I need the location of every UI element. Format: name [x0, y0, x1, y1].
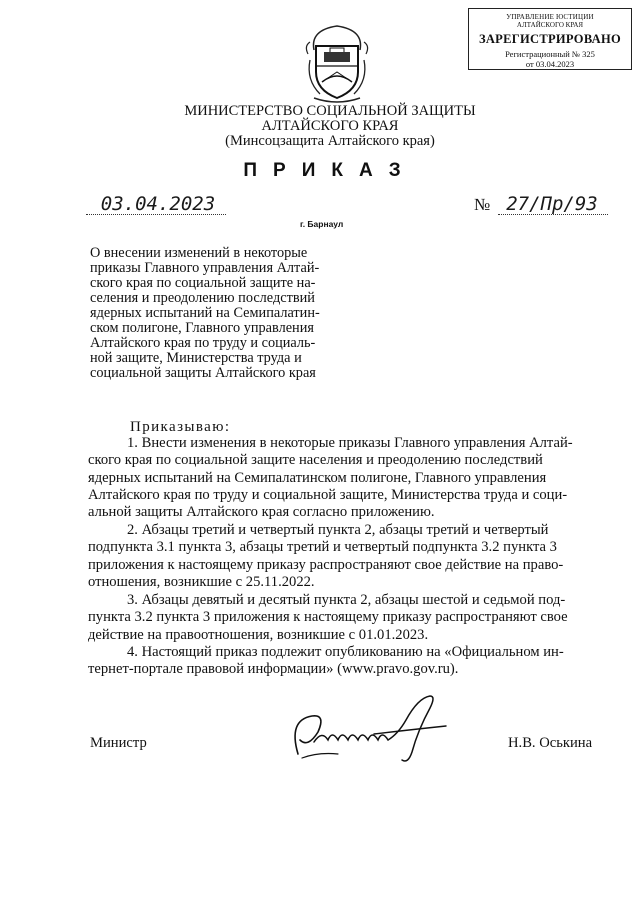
stamp-authority-line-1: УПРАВЛЕНИЕ ЮСТИЦИИ	[506, 13, 594, 21]
paragraph-line: действие на правоотношения, возникшие с 01.01.2023.	[88, 626, 429, 643]
document-type-title: ПРИКАЗ	[243, 160, 417, 181]
coat-of-arms-icon	[300, 20, 374, 104]
subject-line: О внесении изменений в некоторые	[90, 245, 308, 261]
order-word: Приказываю:	[130, 419, 231, 435]
subject-line: ядерных испытаний на Семипалатин-	[90, 305, 320, 321]
subject-line: приказы Главного управления Алтай-	[90, 260, 320, 276]
paragraph-line: 3. Абзацы девятый и десятый пункта 2, абзацы шестой и седьмой под-	[127, 592, 566, 608]
document-number: 27/Пр/93	[506, 193, 598, 215]
subject-line: социальной защиты Алтайского края	[90, 365, 316, 381]
city-name: г. Барнаул	[300, 219, 344, 229]
number-underline	[498, 214, 608, 215]
signatory-title: Министр	[90, 735, 147, 751]
stamp-reg-number: Регистрационный № 325	[505, 49, 595, 59]
paragraph-2	[88, 522, 598, 591]
ministry-name-line-1: МИНИСТЕРСТВО СОЦИАЛЬНОЙ ЗАЩИТЫ	[184, 103, 476, 119]
paragraph-line: подпункта 3.1 пункта 3, абзацы третий и четвертый подпункта 3.2 пункта 3	[88, 539, 557, 556]
paragraph-4	[88, 644, 598, 679]
paragraph-line: Алтайского края по труду и социальной защите, Министерства труда и соци-	[88, 486, 568, 503]
paragraph-line: отношения, возникшие с 25.11.2022.	[88, 573, 315, 590]
document-subject	[90, 246, 338, 381]
number-sign: №	[474, 195, 491, 214]
paragraph-line: 1. Внести изменения в некоторые приказы Главного управления Алтай-	[127, 435, 573, 451]
paragraph-line: альной защиты Алтайского края согласно приложению.	[88, 504, 435, 521]
document-date: 03.04.2023	[100, 193, 216, 215]
paragraph-line: ядерных испытаний на Семипалатинском полигоне, Главного управления	[88, 469, 547, 486]
paragraph-line: 4. Настоящий приказ подлежит опубликованию на «Официальном ин-	[127, 644, 564, 660]
signatory-name: Н.В. Оськина	[508, 735, 593, 751]
paragraph-3	[88, 592, 598, 644]
ministry-short-name: (Минсоцзащита Алтайского края)	[225, 133, 435, 149]
date-underline	[86, 214, 226, 215]
handwritten-signature-icon	[278, 690, 458, 770]
ministry-name-line-2: АЛТАЙСКОГО КРАЯ	[261, 118, 399, 134]
paragraph-1	[88, 435, 598, 521]
paragraph-line: 2. Абзацы третий и четвертый пункта 2, абзацы третий и четвертый	[127, 522, 549, 538]
subject-line: ском полигоне, Главного управления	[90, 320, 314, 336]
stamp-reg-date: от 03.04.2023	[525, 59, 575, 69]
paragraph-line: приложения к настоящему приказу распространяют свое действие на право-	[88, 556, 564, 573]
ministry-header	[120, 104, 540, 149]
stamp-status: ЗАРЕГИСТРИРОВАНО	[478, 32, 622, 46]
stamp-authority-line-2: АЛТАЙСКОГО КРАЯ	[516, 21, 584, 29]
paragraph-line: ского края по социальной защите населения и преодолению последствий	[88, 452, 543, 469]
paragraph-line: пункта 3.2 пункта 3 приложения к настоящему приказу распространяют свое	[88, 609, 568, 626]
registration-stamp	[468, 8, 632, 70]
subject-line: Алтайского края по труду и социаль-	[90, 335, 316, 351]
subject-line: селения и преодолению последствий	[90, 290, 315, 306]
subject-line: ной защите, Министерства труда и	[90, 350, 302, 366]
subject-line: ского края по социальной защите на-	[90, 275, 316, 291]
paragraph-line: тернет-портале правовой информации» (www.pravo.gov.ru).	[88, 661, 459, 678]
